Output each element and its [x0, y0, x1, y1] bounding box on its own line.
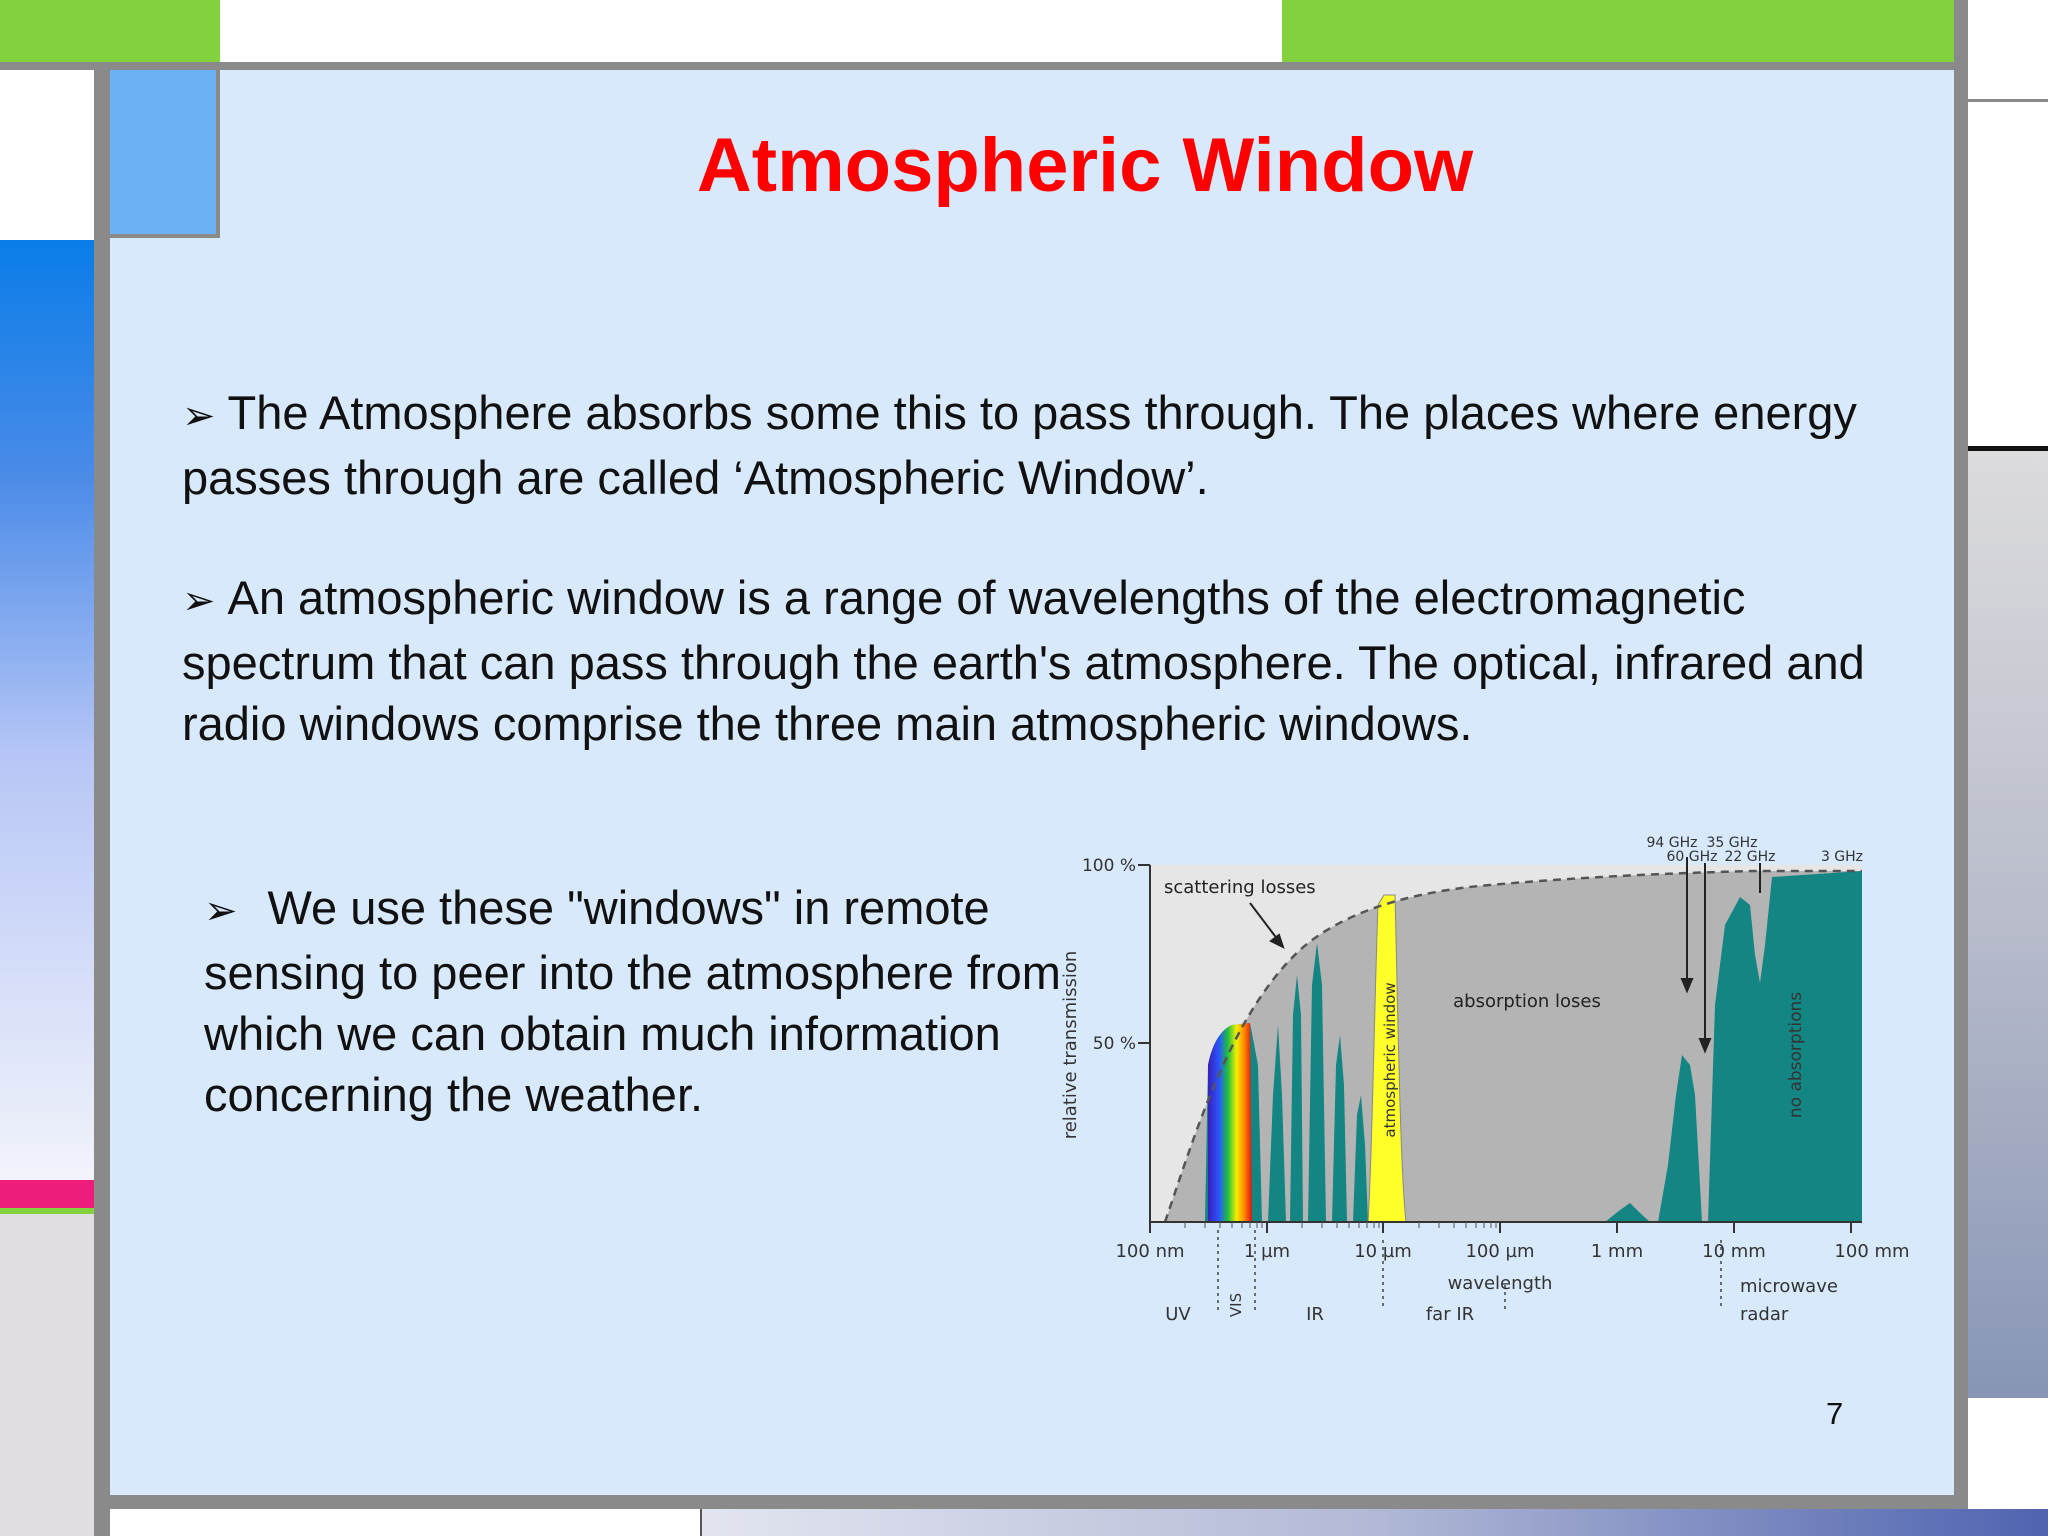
y-axis-label: relative transmission	[1060, 950, 1081, 1140]
x-tick-label-10mm: 10 mm	[1702, 1241, 1766, 1262]
y-tick-label-100: 100 %	[1081, 856, 1136, 876]
page-number: 7	[1826, 1396, 1844, 1431]
band-label-radar: radar	[1740, 1304, 1789, 1325]
bottom-grey-rule	[94, 1495, 1968, 1509]
right-gradient-bar	[1968, 446, 2048, 1398]
x-tick-label-1mm: 1 mm	[1590, 1241, 1644, 1262]
bullet-marker: ➢	[182, 579, 216, 623]
bullet-1-text: The Atmosphere absorbs some this to pass through. The places where energy passes through are called ‘Atmospheric Window’.	[182, 386, 1857, 504]
freq-label-35ghz: 35 GHz	[1706, 835, 1758, 851]
x-tick-label-100um: 100 µm	[1465, 1241, 1535, 1262]
left-grey-block	[0, 1214, 96, 1536]
bullet-2	[182, 567, 1942, 754]
band-label-far-ir: far IR	[1425, 1304, 1475, 1325]
x-tick-label-1um: 1 µm	[1243, 1241, 1291, 1262]
x-tick-label-10um: 10 µm	[1354, 1241, 1412, 1262]
left-gradient-bar	[0, 240, 96, 1180]
band-label-ir: IR	[1306, 1304, 1324, 1325]
absorption-label: absorption loses	[1453, 991, 1601, 1012]
top-grey-rule	[0, 62, 1960, 70]
freq-label-22ghz: 22 GHz	[1724, 849, 1776, 865]
freq-label-94ghz: 94 GHz	[1646, 835, 1698, 851]
bullet-2-text: An atmospheric window is a range of wavelengths of the electromagnetic spectrum that can pass through the earth's atmosphere. The optical, infrared and radio windows comprise the three main atmospheric windows.	[182, 571, 1865, 750]
band-label-microwave: microwave	[1740, 1276, 1838, 1297]
bullet-marker: ➢	[204, 889, 238, 933]
right-top-lines	[1968, 62, 2048, 102]
left-grey-rule	[94, 70, 110, 1536]
freq-label-3ghz: 3 GHz	[1820, 849, 1864, 865]
visible-spectrum	[1208, 1023, 1252, 1222]
top-left-green-bar	[0, 0, 220, 64]
bottom-gradient-bar	[700, 1509, 2048, 1536]
title-blue-square	[110, 70, 220, 238]
band-label-vis: VIS	[1227, 1292, 1245, 1318]
atmospheric-window-diagram	[1050, 825, 1920, 1325]
band-label-uv: UV	[1165, 1304, 1191, 1325]
freq-label-60ghz: 60 GHz	[1666, 849, 1718, 865]
no-absorption-label: no absorptions	[1786, 991, 1806, 1119]
x-tick-label-100nm: 100 nm	[1115, 1241, 1185, 1262]
right-grey-rule	[1954, 0, 1968, 1500]
scattering-label: scattering losses	[1164, 877, 1316, 898]
y-tick-label-50: 50 %	[1092, 1034, 1136, 1054]
x-axis-label: wavelength	[1447, 1273, 1553, 1294]
x-tick-label-100mm: 100 mm	[1834, 1241, 1910, 1262]
slide-title: Atmospheric Window	[696, 123, 1474, 208]
top-right-green-bar	[1282, 0, 1955, 64]
bullet-marker: ➢	[182, 394, 216, 438]
window-label: atmospheric window	[1381, 982, 1399, 1138]
left-white-block	[0, 70, 96, 240]
bullet-1	[182, 382, 1922, 508]
left-pink-block	[0, 1180, 96, 1210]
bullet-3-text: We use these "windows" in remote sensing to peer into the atmosphere from which we can obtain much information concerning the weather.	[204, 881, 1061, 1121]
bullet-3	[204, 877, 1084, 1125]
